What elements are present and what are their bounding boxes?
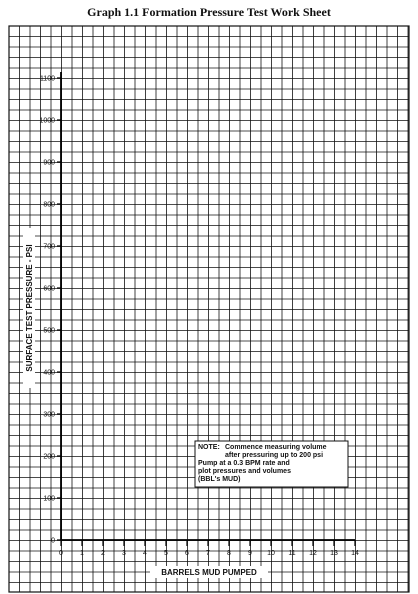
- y-tick-label: 700: [43, 243, 55, 251]
- y-axis-title-group: [23, 228, 35, 388]
- x-tick-label: 6: [185, 550, 189, 557]
- y-tick-labels: [39, 76, 55, 545]
- grid: [9, 26, 409, 592]
- x-tick-label: 3: [122, 550, 126, 557]
- y-tick-label: 600: [43, 285, 55, 293]
- y-tick-label: 100: [43, 495, 55, 503]
- x-tick-label: 13: [330, 550, 338, 557]
- x-tick-label: 10: [267, 550, 275, 557]
- x-tick-label: 4: [143, 550, 147, 557]
- x-axis-title: BARRELS MUD PUMPED: [161, 568, 257, 577]
- note-box: [195, 441, 348, 487]
- x-axis-title-group: [150, 566, 268, 578]
- x-tick-label: 0: [59, 550, 63, 557]
- y-tick-label: 300: [43, 411, 55, 419]
- x-tick-label: 2: [101, 550, 105, 557]
- x-tick-label: 5: [164, 550, 168, 557]
- note-line: (BBL's MUD): [198, 476, 241, 483]
- y-axis-title: SURFACE TEST PRESSURE - PSI: [25, 244, 34, 372]
- y-tick-label: 800: [43, 201, 55, 209]
- y-tick-label: 900: [43, 159, 55, 167]
- note-line: after pressuring up to 200 psi: [225, 452, 324, 459]
- note-line: Commence measuring volume: [225, 444, 327, 451]
- y-tick-label: 1000: [39, 117, 55, 125]
- x-tick-label: 9: [248, 550, 252, 557]
- note-prefix: NOTE:: [198, 444, 220, 451]
- x-tick-label: 8: [227, 550, 231, 557]
- y-tick-label: 1100: [39, 75, 55, 83]
- x-tick-label: 11: [288, 550, 296, 557]
- x-tick-label: 14: [351, 550, 359, 557]
- note-line: Pump at a 0.3 BPM rate and: [198, 460, 290, 467]
- x-tick-labels: [59, 550, 359, 557]
- page-title: Graph 1.1 Formation Pressure Test Work Sheet: [87, 5, 331, 19]
- note-line: plot pressures and volumes: [198, 468, 291, 475]
- y-tick-label: 0: [51, 537, 55, 545]
- x-tick-label: 12: [309, 550, 317, 557]
- x-tick-label: 1: [80, 550, 84, 557]
- y-tick-label: 500: [43, 327, 55, 335]
- y-tick-label: 400: [43, 369, 55, 377]
- plot-border: [9, 26, 409, 592]
- y-tick-label: 200: [43, 453, 55, 461]
- x-tick-label: 7: [206, 550, 210, 557]
